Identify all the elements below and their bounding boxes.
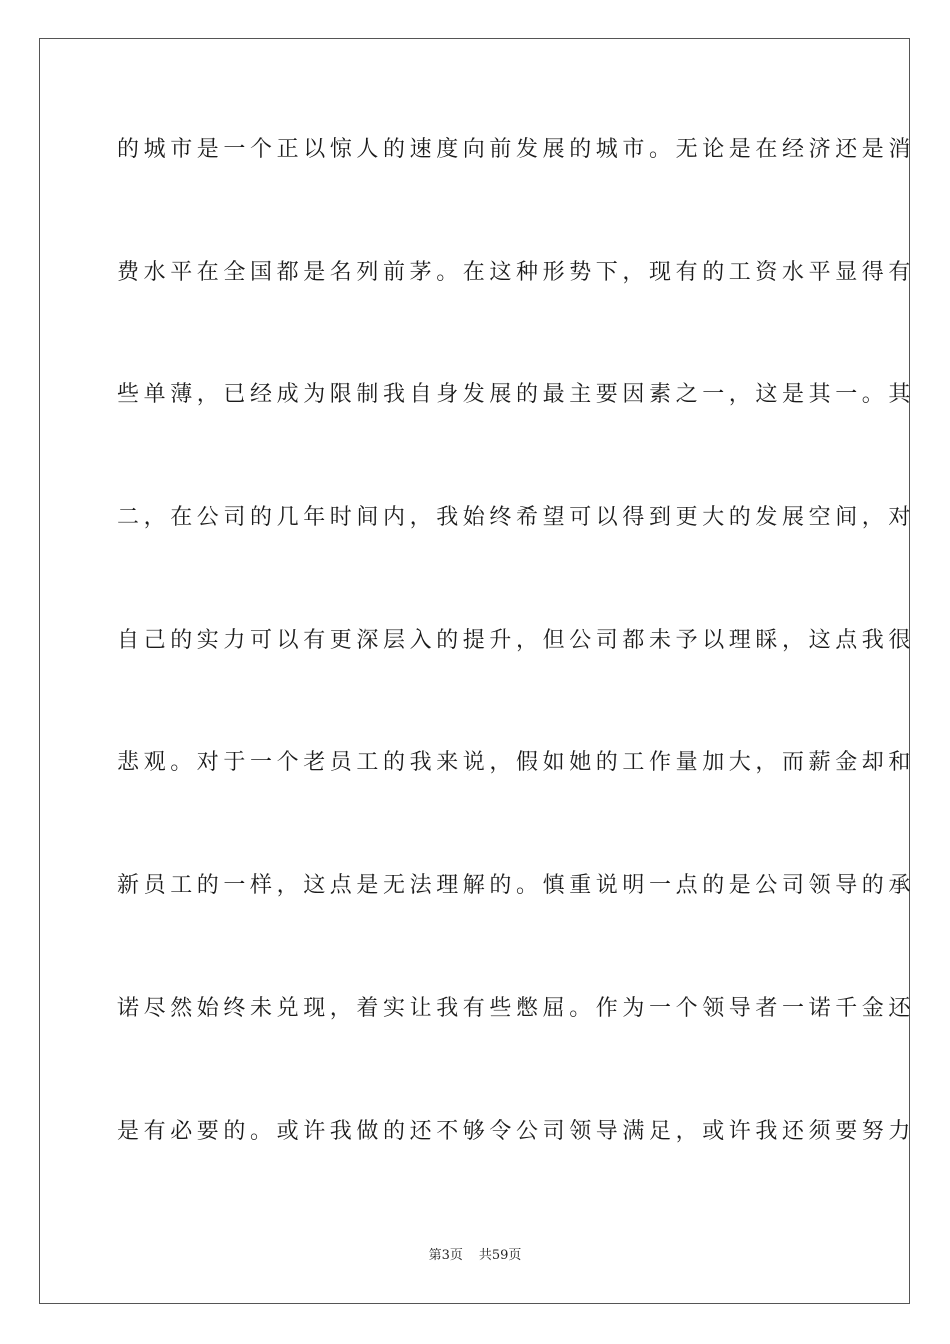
text-line: 费水平在全国都是名列前茅。在这种形势下，现有的工资水平显得有 [117,259,916,285]
total-page-count: 共59页 [478,1248,522,1263]
text-line: 些单薄，已经成为限制我自身发展的最主要因素之一，这是其一。其 [117,382,916,408]
text-line: 新员工的一样，这点是无法理解的。慎重说明一点的是公司领导的承 [117,873,916,899]
text-line: 的城市是一个正以惊人的速度向前发展的城市。无论是在经济还是消 [117,137,916,162]
page-footer [0,1248,950,1264]
document-body [117,128,916,1232]
text-line: 自己的实力可以有更深层入的提升，但公司都未予以理睬，这点我很 [117,627,916,653]
text-line: 二，在公司的几年时间内，我始终希望可以得到更大的发展空间，对 [117,505,916,531]
text-line: 诺尽然始终未兑现，着实让我有些憋屈。作为一个领导者一诺千金还 [117,995,916,1021]
text-line: 悲观。对于一个老员工的我来说，假如她的工作量加大，而薪金却和 [117,750,916,776]
text-line: 是有必要的。或许我做的还不够令公司领导满足，或许我还须要努力 [117,1118,916,1144]
current-page-number: 第3页 [428,1248,463,1263]
